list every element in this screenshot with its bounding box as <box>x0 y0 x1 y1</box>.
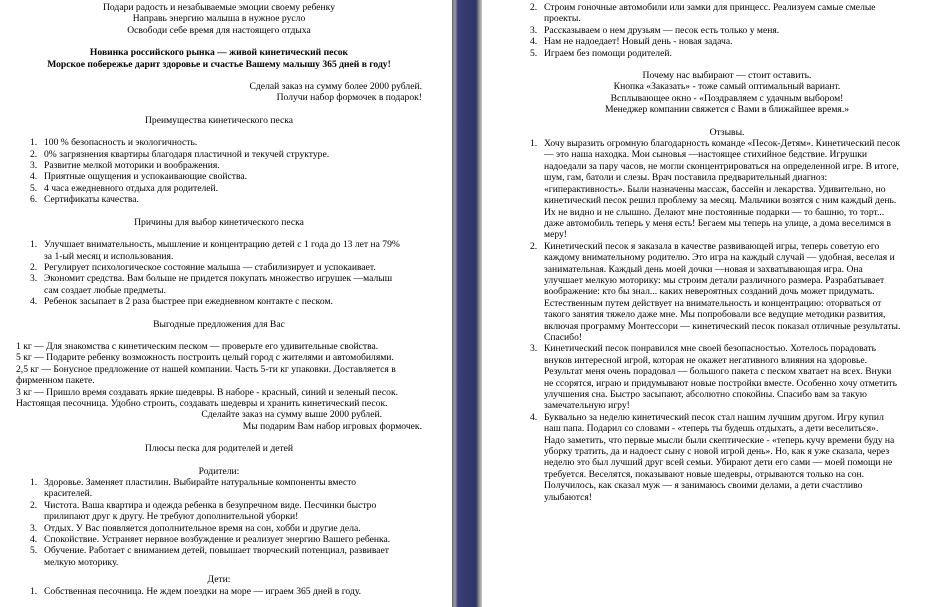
offer-block-1 <box>16 81 422 104</box>
intro-line: Подари радость и незабываемые эмоции своему ребенку <box>102 2 335 13</box>
review-item: 4. Буквально за неделю кинетический песок стал нашим лучшим другом. Игру купил наш папа. Подарил со словами - «теперь ты будешь отдыхать, а дети веселиться». Надо заметить, что первые мысли были скептические - «теперь кучу времени буду на уборку тратить, да и надоест сыну с новой игрой день». Но, как я уже сказала, через неделю это был лучший друг всей семьи. Убирают дети его сами — моей помощи не требуется. Веселятся, показывают новые шедевры, отрываются только на сон. Получилось, как сказал муж — я занимаюсь своими делами, а дети счастливо улыбаются! <box>530 411 895 503</box>
advantages-list <box>16 137 422 205</box>
reviews-title: Отзывы. <box>709 126 745 138</box>
list-item: 5. Играем без помощи родителей. <box>530 47 672 59</box>
list-item: 2. Чистота. Ваша квартира и одежда ребенка в безупречном виде. Песчинки быстро прилипают друг к другу. Не требуют дополнительной уборки! <box>30 499 377 523</box>
list-item: 1. Собственная песочница. Не ждем поездки на море — играем 365 дней в году. <box>30 585 362 597</box>
kids-list <box>16 586 422 597</box>
parents-title: Родители: <box>198 465 240 477</box>
list-item: 2. Регулирует психологическое состояние малыша — стабилизирует и успокаивает. <box>30 261 376 273</box>
offers-text: 1 кг — Для знакомства с кинетическим песком — проверьте его удивительные свойства. 5 кг — Подарите ребенку возможность построить целый город с жителями и автомобилями. 2,5 кг — Бонусное предложение от нашей компании. Часть 5-ти кг упаковки. Доставляется в фирменном пакете. 3 кг — Пришло время создавать яркие шедевры. В наборе - красный, синий и зеленый песок. Настоящая песочница. Удобно строить, создавать шедевры и хранить кинетический песок. <box>16 340 399 409</box>
offer-line: Сделай заказ на сумму более 2000 рублей. <box>249 81 422 93</box>
headline-line: Новинка российского рынка — живой кинетический песок <box>89 47 349 59</box>
offers-title: Выгодные предложения для Вас <box>153 318 285 330</box>
list-item: 3. Рассказываем о нем друзьям — песок есть только у меня. <box>530 24 780 36</box>
page-separator <box>452 0 482 607</box>
list-item: 1. Улучшает внимательность, мышление и концентрацию детей с 1 года до 13 лет на 79% за 1-ый месяц и использования. <box>30 239 400 262</box>
review-item: 2. Кинетический песок я заказала в качестве развивающей игры, теперь советую его каждому внимательному родителю. Это игра на каждый случай — удобная, веселая и занимательная. Каждый день моей дочки —новая и захватывающая игра. Она улучшает мелкую моторику: мы строим детали различного размера. Разрабатывает воображение: кто бы знал... каких невероятных созданий дочь может придумать. Естественным путем действует на внимательность и концентрацию: оторваться от такого занятия тяжело даже мне. Мы попробовали все ведущие методики развития, включая программу Монтессори — кинетический песок показал отличные результаты. Спасибо! <box>530 240 901 343</box>
document-page-left <box>0 0 452 607</box>
list-item: 2. 0% загрязнения квартиры благодаря пластичной и текучей структуре. <box>30 148 330 160</box>
reasons-title: Причины для выбор кинетического песка <box>134 216 304 228</box>
kids-title: Дети: <box>207 574 231 586</box>
offer-block-2 <box>16 409 422 432</box>
parents-list <box>16 477 422 568</box>
list-item: 3. Развитие мелкой моторики и воображения. <box>30 160 220 172</box>
headline-block <box>16 47 422 70</box>
kids-list-continued <box>516 2 938 59</box>
intro-block <box>16 2 422 36</box>
list-item: 4. Нам не надоедает! Новый день - новая задача. <box>530 36 733 48</box>
intro-line: Освободи себе время для настоящего отдыха <box>127 24 311 36</box>
list-item: 4. Спокойствие. Устраняет нервное возбуждение и реализует энергию Вашего ребенка. <box>30 534 391 546</box>
list-item: 3. Экономит средства. Вам больше не придется покупать множество игрушек —малыш сам создает любые предметы. <box>30 273 393 296</box>
list-item: 1. 100 % безопасность и экологичность. <box>30 137 198 149</box>
list-item: 5. Обучение. Работает с вниманием детей, повышает творческий потенциал, развивает мелкую моторику. <box>30 545 389 568</box>
headline-line: Морское побережье дарит здоровье и счастье Вашему малышу 365 дней в году! <box>47 58 391 70</box>
list-item: 4. Ребенок засыпает в 2 раза быстрее при ежедневном контакте с песком. <box>30 296 333 308</box>
list-item: 3. Отдых. У Вас появляется дополнительное время на сон, хобби и другие дела. <box>30 522 361 534</box>
review-item: 1. Хочу выразить огромную благодарность команде «Песок-Детям». Кинетический песок — это наша находка. Мои сыновья —настоящее стихийное бедствие. Игрушки надоедали за пару часов, не могли сконцентрироваться на определенной игре. В итоге, шум, гам, батоли и слезы. Врач поставила предварительный диагноз: «гиперактивность». Были назначены массаж, бассейн и лекарства. Удивительно, но кинетический песок решил проблему за месяц. Мальчики возятся с ним каждый день. Их не видно и не слышно. Делают мне постоянные подарки — то башню, то торт... даже автомобиль теперь у меня есть! Бегаем мы теперь на улице, а дома веселимся в меру! <box>530 138 901 241</box>
pluses-title: Плюсы песка для родителей и детей <box>144 443 294 455</box>
list-item: 5. 4 часа ежедневного отдыха для родителей. <box>30 182 219 194</box>
list-item: 1. Здоровье. Заменяет пластилин. Выбирайте натуральные компоненты вместо красителей. <box>30 477 357 500</box>
list-item: 6. Сертификаты качества. <box>30 194 139 206</box>
document-page-right <box>482 0 952 607</box>
list-item: 4. Приятные ощущения и успокаивающие свойства. <box>30 171 248 183</box>
reasons-list <box>16 239 422 307</box>
offer-line: Мы подарим Вам набор игровых формочек. <box>242 420 422 432</box>
intro-line: Направь энергию малыша в нужное русло <box>132 13 306 25</box>
review-item: 3. Кинетический песок понравился мне своей безопасностью. Хотелось порадовать внуков интересной игрой, которая не окажет негативного влияния на здоровье. Результат меня очень порадовал — большого пакета с песком хватает на всех. Внуки не ссорятся, играю и придумывают новые постройки вместе. Особенно хочу отметить улучшения сна. Быстро засыпают, абсолютно спокойны. Спасибо вам за такую замечательную игру! <box>530 343 897 412</box>
offer-line: Сделайте заказ на сумму выше 2000 рублей. <box>201 409 382 421</box>
offer-line: Получи набор формочек в подарок! <box>276 92 422 104</box>
list-item: 2. Строим гоночные автомобили или замки для принцесс. Реализуем самые смелые проекты. <box>530 2 876 25</box>
why-block: Почему нас выбирают — стоит оставить. Кнопка «Заказать» - тоже самый оптимальный вариант. Всплывающее окно - «Поздравляем с удачным выбором! Менеджер компании свяжется с Вами в ближайшее время.» <box>604 70 850 116</box>
advantages-title: Преимущества кинетического песка <box>144 114 293 126</box>
reviews-list <box>516 138 938 503</box>
